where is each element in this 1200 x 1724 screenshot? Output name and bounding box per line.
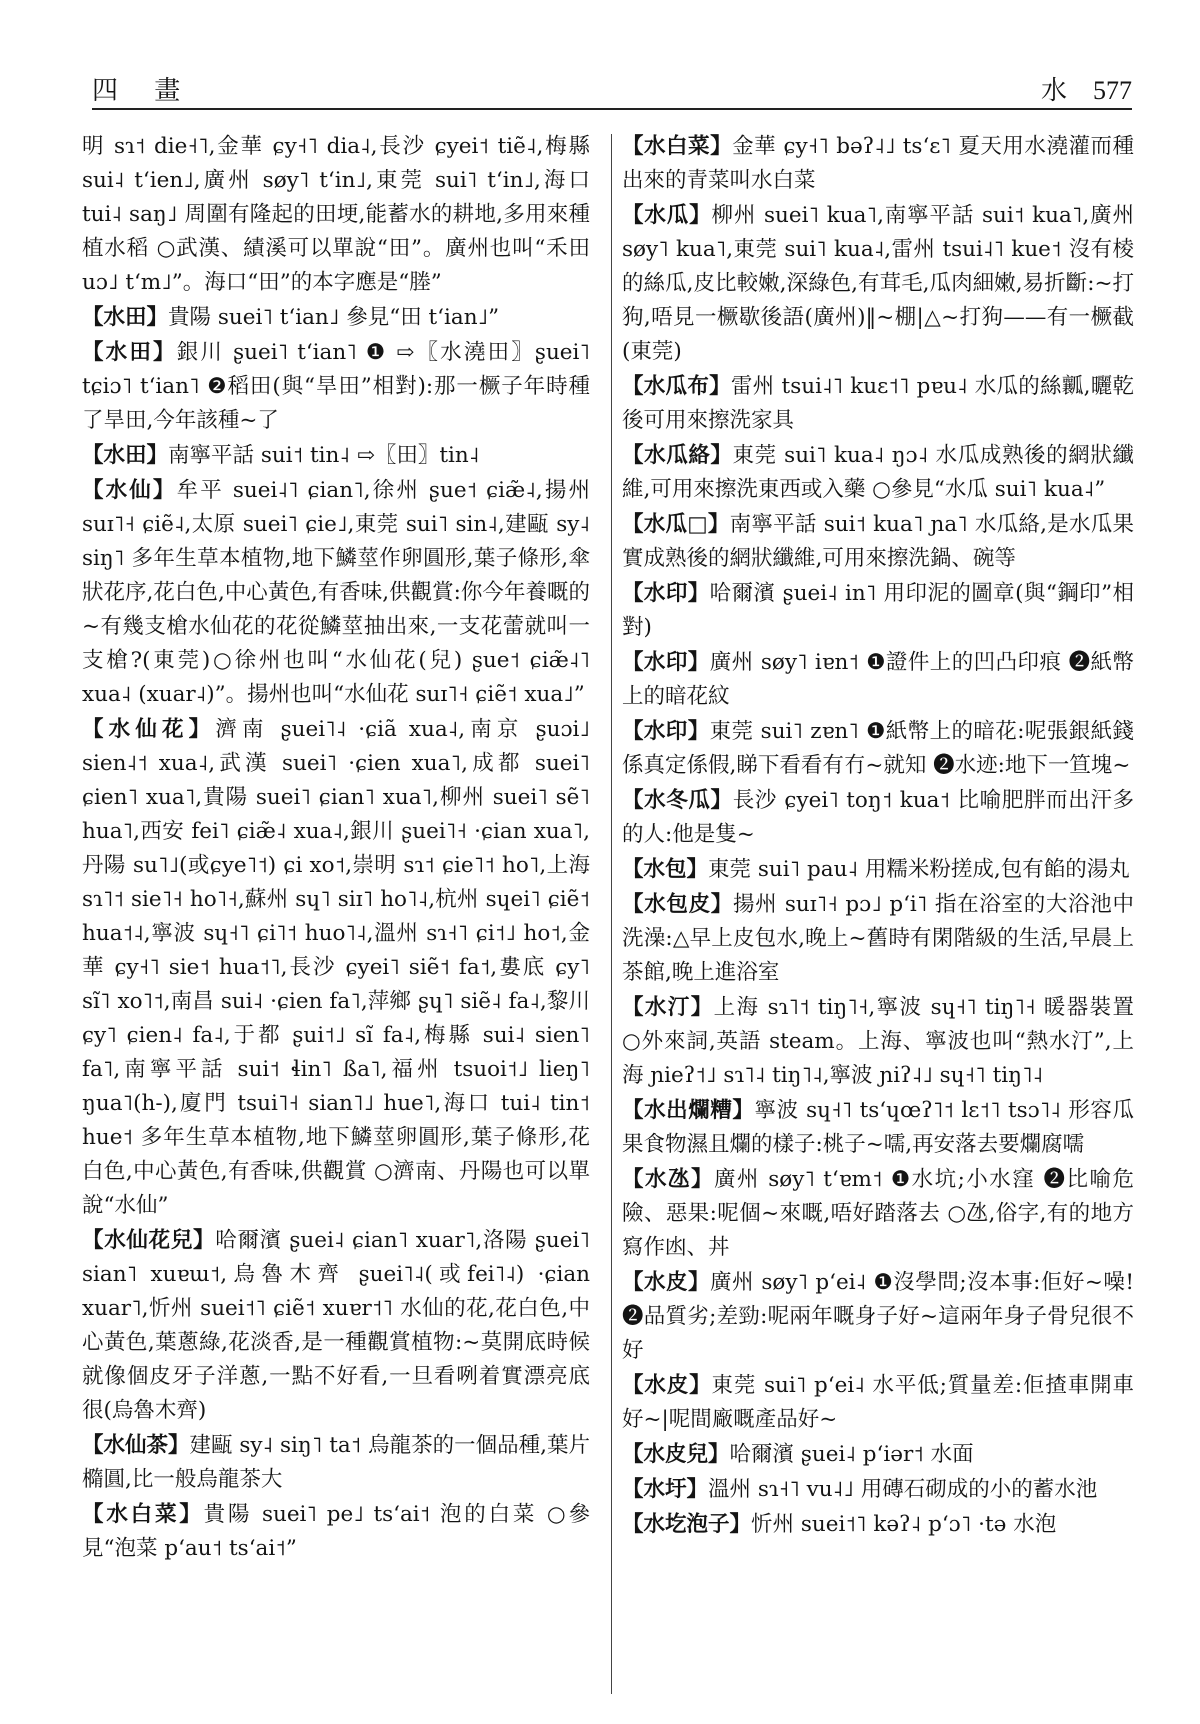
page-number: 577 [1093,76,1132,105]
entry-headword: 【水仙花】 [82,717,216,742]
dictionary-entry [622,1508,1134,1542]
dictionary-entry [622,1369,1134,1437]
dictionary-entry [622,888,1134,990]
running-header [92,70,1132,112]
entry-body: 哈爾濱 ʂuei˨ pʻiər˦ 水面 [729,1442,974,1467]
entry-body: 貴陽 suei˥ pe˩ tsʻai˦ 泡的白菜 ○參見“泡菜 pʻau˦ tsʻai˦” [82,1502,590,1561]
dictionary-entry [82,1429,590,1497]
entry-headword: 【水氹】 [622,1167,714,1192]
entry-body: 南寧平話 sui˦ tin˨ ⇨〖田〗tin˨ [168,443,480,468]
entry-headword: 【水印】 [622,650,710,675]
header-character: 水 [1040,76,1067,106]
dictionary-entry [622,199,1134,369]
dictionary-entry [82,1498,590,1566]
right-column [622,130,1134,1700]
entry-body: 南寧平話 sui˦ kua˥ ɲa˥ 水瓜絡,是水瓜果實成熟後的網狀纖維,可用來擦洗鍋、碗等 [622,512,1134,571]
entry-body: 東莞 sui˥ pau˨ 用糯米粉搓成,包有餡的湯丸 [708,857,1130,882]
entry-body: 東莞 sui˥ kua˨ ŋɔ˨ 水瓜成熟後的網狀纖維,可用來擦洗東西或入藥 ○參見“水瓜 sui˥ kua˨” [622,443,1134,502]
entry-headword: 【水印】 [622,719,710,744]
dictionary-entry [622,715,1134,783]
dictionary-entry [622,991,1134,1093]
entry-headword: 【水田】 [82,340,177,365]
entry-body: 忻州 suei˦˥ kəʔ˨ pʻɔ˥ ·tə 水泡 [751,1512,1057,1537]
column-divider [611,134,612,1694]
dictionary-entry [622,1163,1134,1265]
entry-headword: 【水瓜】 [622,203,712,228]
dictionary-entry [82,713,590,1223]
dictionary-entry [622,1094,1134,1162]
entry-headword: 【水瓜□】 [622,512,730,537]
entry-headword: 【水出爛糟】 [622,1098,755,1123]
entry-body: 廣州 søy˥ tʻɐm˦ ❶水坑;小水窪 ❷比喻危險、惡果:呢個~來嘅,唔好踏落去 ○氹,俗字,有的地方寫作凼、丼 [622,1167,1134,1260]
dictionary-entry [622,1473,1134,1507]
entry-headword: 【水皮兒】 [622,1442,730,1467]
entry-headword: 【水田】 [82,305,169,330]
entry-body: 長沙 ɕyei˥ toŋ˦ kua˦ 比喻肥胖而出汗多的人:他是隻~ [622,788,1134,847]
entry-body: 雷州 tsui˨˥ kuɛ˦˥ pɐu˨ 水瓜的絲瓤,曬乾後可用來擦洗家具 [622,374,1134,433]
left-column [82,130,590,1700]
entry-headword: 【水田】 [82,443,169,468]
dictionary-entry [622,853,1134,887]
entry-headword: 【水包皮】 [622,892,733,917]
dictionary-entry [622,439,1134,507]
entry-body: 哈爾濱 ʂuei˨ in˥ 用印泥的圖章(與“鋼印”相對) [622,581,1134,640]
dictionary-entry [82,439,590,473]
dictionary-entry [622,370,1134,438]
entry-body: 牟平 suei˨˥ ɕian˥,徐州 ʂue˦ ɕiæ̃˨,揚州 suɪ˥˧ ɕiẽ˨,太原 suei˥ ɕie˩,東莞 sui˥ sin˨,建甌 sy˨ siŋ˥ 多年生草本植物,地下鱗莖作卵圓形,葉子條形,傘狀花序,花白色,中心黃色,有香味,供觀賞:你今年養嘅的~有幾支槍水仙花的花從鱗莖抽出來,一支花蕾就叫一支槍?(東莞)○徐州也叫“水仙花(兒) ʂue˦ ɕiæ̃˨˥ xua˨ (xuar˨)”。揚州也叫“水仙花 suɪ˥˧ ɕiẽ˦ xua˩” [82,478,590,707]
dictionary-entry [82,130,590,300]
entry-body: 哈爾濱 ʂuei˨ ɕian˥ xuar˥,洛陽 ʂuei˥ sian˥ xuɐɯ˦,烏魯木齊 ʂuei˥˨(或fei˥˨) ·ɕian xuar˥,忻州 suei˦˥ ɕiẽ˦ xuɐr˦˥ 水仙的花,花白色,中心黃色,葉蔥綠,花淡香,是一種觀賞植物:~莫開底時候就像個皮牙子洋蔥,一點不好看,一旦看咧着實漂亮底很(烏魯木齊) [82,1228,590,1423]
entry-headword: 【水皮】 [622,1373,712,1398]
entry-body: 東莞 sui˥ pʻei˨ 水平低;質量差:佢揸車開車好~|呢間廠嘅產品好~ [622,1373,1134,1432]
entry-headword: 【水圪泡子】 [622,1512,752,1537]
dictionary-entry [622,577,1134,645]
entry-headword: 【水仙花兒】 [82,1228,216,1253]
entry-body: 上海 sɿ˥˦ tiŋ˥˧,寧波 sɥ˧˥ tiŋ˥˧ 暖器裝置 ○外來詞,英語 steam。上海、寧波也叫“熱水汀”,上海 ɲieʔ˦˩ sɿ˥˨ tiŋ˥˨,寧波 ɲiʔ˨˩ sɥ˧˥ tiŋ˥˨ [622,995,1134,1088]
entry-headword: 【水冬瓜】 [622,788,733,813]
entry-headword: 【水白菜】 [622,134,733,159]
dictionary-entry [82,1224,590,1428]
dictionary-entry [622,784,1134,852]
entry-body: 揚州 suɪ˥˧ pɔ˩ pʻi˥ 指在浴室的大浴池中洗澡:△早上皮包水,晚上~舊時有閑階級的生活,早晨上茶館,晚上進浴室 [622,892,1134,985]
entry-body: 貴陽 suei˥ tʻian˩ 參見“田 tʻian˩” [168,305,500,330]
entry-headword: 【水白菜】 [82,1502,204,1527]
entry-body: 寧波 sɥ˧˥ tsʻɥœʔ˥˦ lɛ˦˥ tsɔ˥˨ 形容瓜果食物濕且爛的樣子:桃子~嚅,再安落去要爛腐嚅 [622,1098,1134,1157]
entry-body: 金華 ɕy˧˥ bəʔ˨˩ tsʻɛ˥ 夏天用水澆灌而種出來的青菜叫水白菜 [622,134,1134,193]
dictionary-entry [622,130,1134,198]
dictionary-entry [622,508,1134,576]
entry-body: 溫州 sɿ˧˥ vu˨˩ 用磚石砌成的小的蓄水池 [708,1477,1098,1502]
dictionary-entry [622,1266,1134,1368]
entry-body: 銀川 ʂuei˥ tʻian˥ ❶ ⇨〖水澆田〗ʂuei˥ tɕiɔ˥ tʻian˥ ❷稻田(與“旱田”相對):那一橛子年時種了旱田,今年該種~了 [82,340,590,433]
entry-headword: 【水瓜絡】 [622,443,733,468]
entry-body: 濟南 ʂuei˥˨ ·ɕiã xua˨,南京 ʂuɔi˩ sien˨˦ xua˨,武漢 suei˥ ·ɕien xua˥,成都 suei˥ ɕien˥ xua˥,貴陽 suei˥ ɕian˥ xua˥,柳州 suei˥ sẽ˥ hua˥,西安 fei˥ ɕiæ̃˨ xua˨,銀川 ʂuei˥˧ ·ɕian xua˥,丹陽 su˥˩(或ɕye˥˦) ɕi xo˦,崇明 sɿ˦ ɕie˥˦ ho˥,上海 sɿ˥˦ sie˥˧ ho˥˧,蘇州 sɥ˥ siɪ˥ ho˥˨,杭州 sɥei˥ ɕiẽ˦ hua˦˨,寧波 sɥ˧˥ ɕi˥˦ huo˥˨,溫州 sɿ˧˥ ɕi˦˩ ho˦,金華 ɕy˧˥ sie˦ hua˦˥,長沙 ɕyei˥ siẽ˦ fa˦,婁底 ɕy˥ sĩ˥ xo˥˦,南昌 sui˨ ·ɕien fa˥,萍鄉 ʂɥ˥ siẽ˨ fa˨,黎川 ɕy˥ ɕien˨ fa˨,于都 ʂui˦˩ sĩ fa˨,梅縣 sui˨ sien˥ fa˥,南寧平話 sui˦ ɬin˥ ßa˥,福州 tsuoi˦˩ lieŋ˥ ŋua˥(h-),廈門 tsui˥˧ sian˥˩ hue˥,海口 tui˨ tin˦ hue˦ 多年生草本植物,地下鱗莖卵圓形,葉子條形,花白色,中心黃色,有香味,供觀賞 ○濟南、丹陽也可以單說“水仙” [82,717,590,1218]
entry-body: 建甌 sy˨ siŋ˥ ta˦ 烏龍茶的一個品種,葉片橢圓,比一般烏龍茶大 [82,1433,590,1492]
header-right [1041,70,1132,107]
dictionary-entry [82,336,590,438]
dictionary-entry [622,1438,1134,1472]
entry-headword: 【水包】 [622,857,709,882]
entry-headword: 【水仙】 [82,478,177,503]
entry-body: 廣州 søy˥ pʻei˨ ❶沒學問;沒本事:佢好~噪! ❷品質劣;差勁:呢兩年嘅身子好~這兩年身子骨兒很不好 [622,1270,1134,1363]
entry-body: 柳州 suei˥ kua˥,南寧平話 sui˦ kua˥,廣州 søy˥ kua˥,東莞 sui˥ kua˨,雷州 tsui˨˥ kue˦ 沒有棱的絲瓜,皮比較嫩,深綠色,有茸毛,瓜肉細嫩,易折斷:~打狗,唔見一橛歇後語(廣州)‖~棚|△~打狗——有一橛截(東莞) [622,203,1134,364]
entry-body: 廣州 søy˥ iɐn˦ ❶證件上的凹凸印痕 ❷紙幣上的暗花紋 [622,650,1134,709]
entry-headword: 【水瓜布】 [622,374,731,399]
entry-headword: 【水汀】 [622,995,714,1020]
entry-body: 明 sɿ˦ die˧˥,金華 ɕy˧˥ dia˨,長沙 ɕyei˦ tiẽ˨,梅縣 sui˨ tʻien˩,廣州 søy˥ tʻin˩,東莞 sui˥ tʻin˩,海口 tui˨ saŋ˩ 周圍有隆起的田埂,能蓄水的耕地,多用來種植水稻 ○武漢、績溪可以單說“田”。廣州也叫“禾田 uɔ˩ tʻm˩”。海口“田”的本字應是“塍” [82,134,590,295]
header-rule [92,108,1132,110]
entry-body: 東莞 sui˥ zɐn˥ ❶紙幣上的暗花:呢張銀紙錢係真定係假,睇下看看有冇~就知 ❷水迹:地下一笪塊~ [622,719,1134,778]
entry-headword: 【水仙茶】 [82,1433,190,1458]
dictionary-entry [82,474,590,712]
entry-headword: 【水圩】 [622,1477,709,1502]
dictionary-entry [82,301,590,335]
dictionary-entry [622,646,1134,714]
section-title: 四 畫 [92,76,195,106]
entry-headword: 【水皮】 [622,1270,711,1295]
entry-headword: 【水印】 [622,581,710,606]
